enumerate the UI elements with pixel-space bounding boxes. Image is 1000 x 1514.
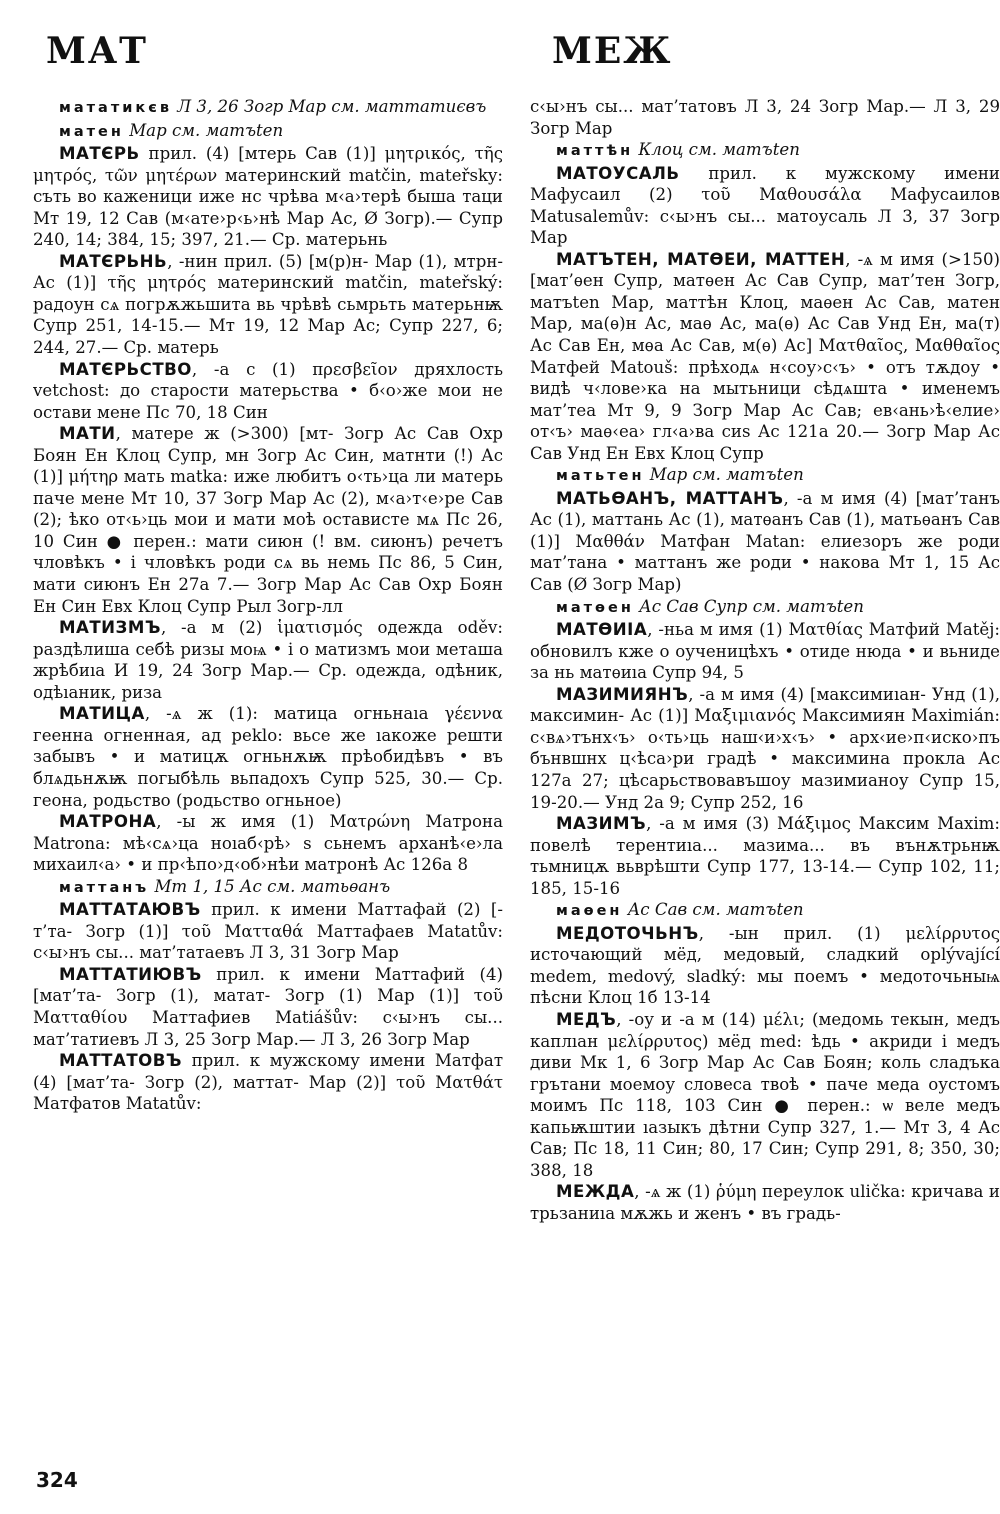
dictionary-entry: МАТЄРЬНЬ, -нин прил. (5) [м(р)н- Мар (1), мтрн- Ас (1)] τῆς μητρός материнский matčin, mateřský: радоун сѧ погрѫжьшита вь чрѣвѣ сьмрьть матерьнѭ Супр 251, 14-15.— Мт 19, 12 Мар Ас; Супр 227, 6; 244, 27.— Ср. матерь xyxy=(33,251,503,358)
dictionary-entry: маѳен Ас Сав см. матъten xyxy=(556,900,804,920)
dictionary-entry: матьтен Мар см. матъten xyxy=(556,465,804,485)
dictionary-entry: МАТЄРЬ прил. (4) [мтерь Сав (1)] μητρικός, τῆς μητρός, τῶν μητέρων материнский matčin, mateřsky: съть во каженици иже нс чрѣва м‹а›терѣ быша таци Мт 19, 12 Сав (м‹ате›р‹ь›нѣ Мар Ас, Ø Зогр).— Супр 240, 14; 384, 15; 397, 21.— Ср. матерьнь xyxy=(33,144,503,250)
dictionary-entry: маттѣн Клоц см. матъten xyxy=(556,140,800,160)
dictionary-entry: МАТЪТЕН, МАТѲЕИ, МАТТЕН, -ѧ м имя (>150) [мат’ѳен Супр, матѳен Ас Сав Супр, мат’тен Зогр, матъten Мар, маттѣн Клоц, маѳен Ас Сав, матен Мар, ма(ѳ)н Ас, маѳ Ас, ма(ѳ) Ас Сав Унд Ен, ма(т) Ас Сав Ен, мѳа Ас Сав, м(ѳ) Ас] Ματθαῖος, Μαθθαῖος Матфей Matouš: прѣходѧ н‹соу›с‹ъ› • отъ тѫдоу • видѣ ч‹лове›ка на мытьници сѣдѧшта • именемъ мат’теа Мт 9, 9 Зогр Мар Ас Сав; ев‹ань›ѣ‹елие› от‹ъ› маѳ‹еа› гл‹а›ва сиѕ Ас 121а 20.— Зогр Мар Ас Сав Унд Ен Евх Клоц Супр xyxy=(530,249,1000,463)
right-column xyxy=(530,96,1000,1466)
dictionary-entry: МАТИ, матере ж (>300) [мт- Зогр Ас Сав Охр Боян Ен Клоц Супр, мн Зогр Ас Син, матнти (!) Ас (1)] μήτηρ мать matka: иже любитъ о‹ть›ца ли матерь паче мене Мт 10, 37 Зогр Мар Ас (2), м‹а›т‹е›ре Сав (2); ѣко от‹ь›ць мои и мати моѣ остависте мѧ Пс 26, 10 Син ● перен.: мати сиюн (! вм. сиюнъ) речетъ чловѣкъ • і чловѣкъ роди сѧ вь немь Пс 86, 5 Син, мати сиюнъ Ен 27а 7.— Зогр Мар Ас Сав Охр Боян Ен Син Евх Клоц Супр Рыл Зогр-лл xyxy=(33,424,503,616)
dictionary-entry: МАЗИМИЯНЪ, -а м имя (4) [максимиıан- Унд (1), максимин- Ас (1)] Μαξιμιανός Максимиян Maximián: с‹вѧ›тънх‹ъ› о‹ть›ць наш‹и›х‹ъ› • арх‹ие›п‹иско›пъ бънвшнх ц‹ѣса›ри градѣ • максимина прокла Ас 127а 27; цѣсарьствовавъшоу мазимианоу Супр 15, 19-20.— Унд 2а 9; Супр 252, 16 xyxy=(530,684,1000,812)
dictionary-entry: МАТѲИIА, -ньа м имя (1) Ματθίας Матфий Matěj: обновилъ кже о оученицѣхъ • отиде нюда • и вьниде за нь матѳиıа Супр 94, 5 xyxy=(530,620,1000,683)
left-column xyxy=(33,96,503,1466)
dictionary-entry: МАТИЦА, -ѧ ж (1): матица огньнаıа γέεννα геенна огненная, ад peklo: вьсе же ıакоже решти забывъ • и матицѫ огньнѫѭ прѣобидѣвъ • въ блѧдьнѫѭ погыбѣль вьпадохъ Супр 525, 30.— Ср. геона, родьство (родьство огньное) xyxy=(33,704,503,810)
running-head-right: МЕЖ xyxy=(552,30,673,72)
dictionary-entry: матѳен Ас Сав Супр см. матъten xyxy=(556,596,864,616)
dictionary-entry: МАТЄРЬСТВО, -а с (1) πρεσβεῖον дряхлость vetchost: до старости матерьства • б‹о›же мои не остави мене Пс 70, 18 Син xyxy=(33,359,503,422)
dictionary-entry: МАТТАТИЮВЪ прил. к имени Маттафий (4) [мат’та- Зогр (1), матат- Зогр (1) Мар (1)] τοῦ Ματταθίου Маттафиев Matiášův: с‹ы›нъ сы... мат’татиевъ Л 3, 25 Зогр Мар.— Л 3, 26 Зогр Мар xyxy=(33,964,503,1049)
dictionary-entry: МАТТАТОВЪ прил. к мужскому имени Матфат (4) [мат’та- Зогр (2), маттат- Мар (2)] τοῦ Ματθάτ Матфатов Matatův: xyxy=(33,1051,503,1114)
dictionary-entry: МЕЖДА, -ѧ ж (1) ῥύμη переулок ulička: кричава и трьзаниıа мѫжь и женъ • въ градь- xyxy=(530,1182,1000,1223)
dictionary-entry: матен Мар см. матъten xyxy=(59,120,284,140)
dictionary-entry: МАТИЗМЪ, -а м (2) ἱματισμός одежда oděv: раздѣлиша себѣ ризы моѩ • і о матизмъ мои меташа жрѣбиıа И 19, 24 Зогр Мар.— Ср. одежда, одѣник, одѣıаник, риза xyxy=(33,618,503,702)
dictionary-entry: МЕДЪ, -оу и -а м (14) μέλι; (медомь текын, медъ каплıан μελίρρυτος) мёд med: ѣдь • акриди і медъ диви Мк 1, 6 Зогр Мар Ас Сав Боян; коль сладъка грътани моемоу словеса твоѣ • паче меда оустомъ моимъ Пс 118, 103 Син ● перен.: ѡ веле медъ капьѭштии ıазыкъ дѣтни Супр 327, 1.— Мт 3, 4 Ас Сав; Пс 18, 11 Син; 80, 17 Син; Супр 291, 8; 350, 30; 388, 18 xyxy=(530,1009,1000,1180)
dictionary-entry: МЕДОТОЧЬНЪ, -ын прил. (1) μελίρρυτος источающий мёд, медовый, сладкий oplývající medem, medový, sladký: мы поемъ • медоточьныѩ пѣсни Клоц 1б 13-14 xyxy=(530,923,1000,1008)
dictionary-entry-continued: с‹ы›нъ сы... мат’татовъ Л 3, 24 Зогр Мар.— Л 3, 29 Зогр Мар xyxy=(530,97,1000,138)
dictionary-entry: МАТРОНА, -ы ж имя (1) Ματρώνη Матрона Matrona: мѣ‹сѧ›ца ноıаб‹рѣ› ѕ сьнемъ арханѣ‹е›ла михаил‹а› • и пр‹ѣпо›д‹об›нѣи матронѣ Ас 126а 8 xyxy=(33,812,503,875)
dictionary-entry: МАЗИМЪ, -а м имя (3) Μάξιμος Максим Maxim: повелѣ терентиıа... мазима... въ вънѫтрьнѭ тьмницѫ вьврѣшти Супр 177, 13-14.— Супр 102, 11; 185, 15-16 xyxy=(530,814,1000,898)
dictionary-entry: мататикєв Л 3, 26 Зогр Мар см. маттатиєвъ xyxy=(59,97,487,116)
dictionary-entry: МАТЬѲАНЪ, МАТТАНЪ, -а м имя (4) [мат’танъ Ас (1), маттань Ас (1), матѳанъ Сав (1), матьѳанъ Сав (1)] Μαθθάν Матфан Matan: елиезоръ же роди мат’тана • маттанъ же роди • накова Мт 1, 15 Ас Сав (Ø Зогр Мар) xyxy=(530,488,1000,595)
running-head-left: МАТ xyxy=(46,30,148,72)
dictionary-entry: МАТОУСАЛЬ прил. к мужскому имени Мафусаил (2) τοῦ Μαθουσάλα Мафусаилов Matusalemův: с‹ы›нъ сы... матоусаль Л 3, 37 Зогр Мар xyxy=(530,163,1000,248)
dictionary-entry: маттанъ Мт 1, 15 Ас см. матьѳанъ xyxy=(59,876,391,896)
dictionary-entry: МАТТАТАЮВЪ прил. к имени Маттафай (2) [-т’та- Зогр (1)] τοῦ Ματταθά Маттафаев Matatův: с‹ы›нъ сы... мат’татаевъ Л 3, 31 Зогр Мар xyxy=(33,900,503,963)
page-number: 324 xyxy=(36,1468,78,1492)
